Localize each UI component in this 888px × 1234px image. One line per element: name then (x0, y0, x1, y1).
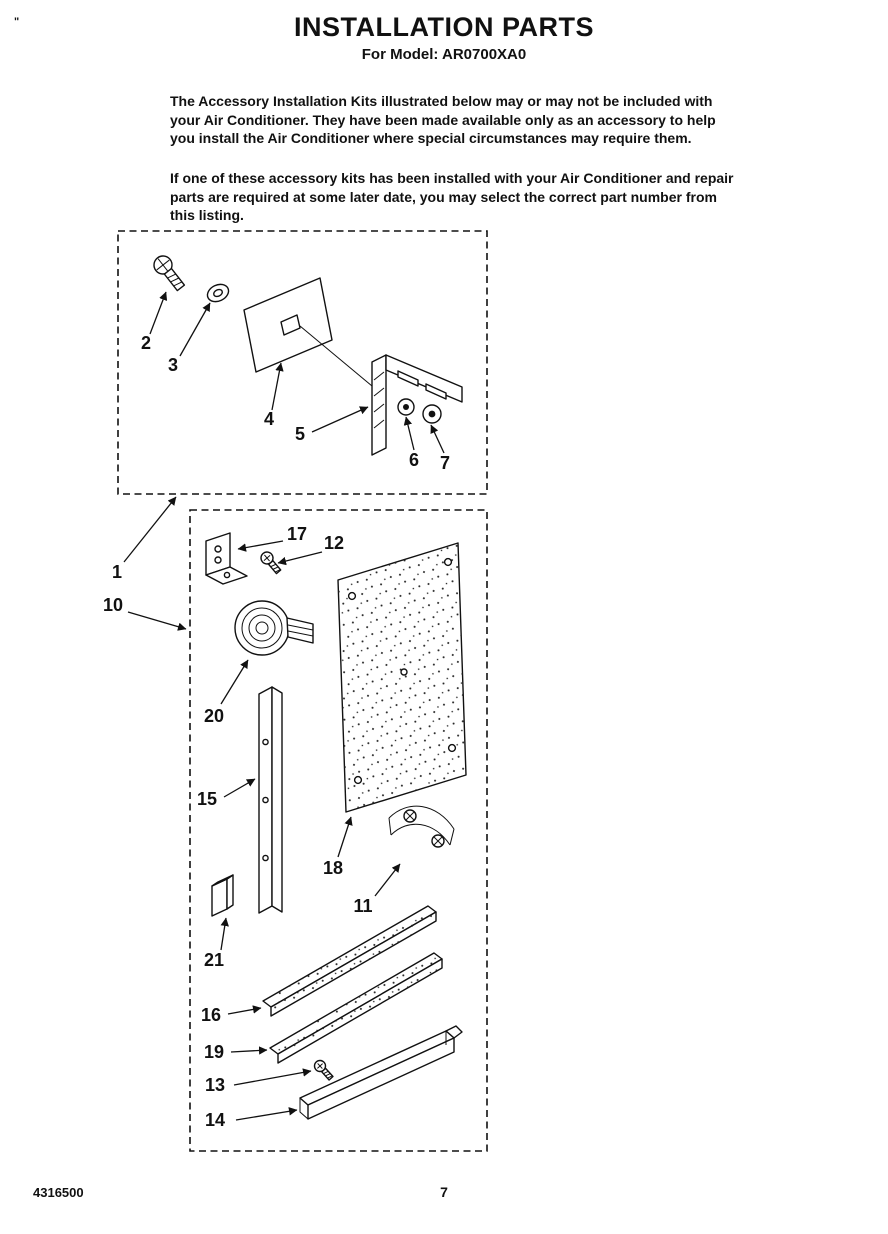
callout-14-label: 14 (204, 1110, 226, 1130)
part-3-washer-illustration (205, 281, 232, 305)
callout-18-leader (338, 817, 351, 857)
callout-10-label: 10 (102, 595, 124, 615)
callout-1-leader (124, 497, 176, 562)
callout-1-label: 1 (111, 562, 123, 582)
callout-13-leader (234, 1071, 311, 1085)
callout-16-label: 16 (200, 1005, 222, 1025)
part-4-plate-illustration (244, 278, 372, 386)
callout-3-leader (180, 303, 210, 356)
callout-17-label: 17 (286, 524, 308, 544)
callout-18-label: 18 (322, 858, 344, 878)
callout-20-label: 20 (203, 706, 225, 726)
callout-4-leader (272, 363, 281, 410)
callout-19-label: 19 (203, 1042, 225, 1062)
part-5-corner-bracket-illustration (372, 355, 462, 455)
part-15-side-channel-illustration (259, 687, 282, 913)
part-17-angle-bracket-illustration (206, 533, 247, 584)
callout-4-label: 4 (263, 409, 275, 429)
intro-paragraph-1: The Accessory Installation Kits illustrated below may or may not be included with your Air Conditioner. They have been made available only as an accessory to help you install the Air Conditioner where special circumstances may require them. (170, 93, 716, 146)
page-number: 7 (440, 1184, 448, 1200)
part-7-nut-illustration (423, 405, 441, 423)
page-title: INSTALLATION PARTS (294, 12, 594, 42)
callout-3-label: 3 (167, 355, 179, 375)
callout-7-leader (431, 425, 444, 453)
callout-5-leader (312, 407, 368, 432)
callout-13-label: 13 (204, 1075, 226, 1095)
callout-16-leader (228, 1008, 261, 1014)
callout-6-leader (406, 417, 414, 450)
callout-19-leader (231, 1050, 267, 1052)
callout-2-leader (150, 292, 166, 334)
callout-11-leader (375, 864, 400, 896)
callout-15-label: 15 (196, 789, 218, 809)
callout-20-leader (221, 660, 248, 704)
part-2-screw-illustration (150, 252, 188, 293)
callout-15-leader (224, 779, 255, 797)
part-18-perforated-panel-illustration (338, 543, 466, 812)
part-16-seal-strip-illustration (263, 906, 436, 1016)
scan-artifact-mark: " (14, 16, 20, 28)
callout-11-label: 11 (353, 896, 373, 916)
callout-5-label: 5 (294, 424, 306, 444)
callout-7-label: 7 (439, 453, 451, 473)
part-21-spacer-block-illustration (212, 875, 233, 916)
callout-6-label: 6 (408, 450, 420, 470)
callout-10-leader (128, 612, 186, 629)
callout-12-leader (278, 552, 322, 563)
part-6-nut-illustration (398, 399, 414, 415)
callout-21-leader (221, 918, 226, 950)
intro-paragraph-2: If one of these accessory kits has been installed with your Air Conditioner and repair parts are required at some later date, you may select the correct part number from this listing. (170, 170, 734, 223)
part-20-seal-tape-roll-illustration (235, 601, 313, 655)
callout-2-label: 2 (140, 333, 152, 353)
callout-17-leader (238, 541, 283, 549)
callout-21-label: 21 (203, 950, 225, 970)
model-subtitle: For Model: AR0700XA0 (361, 46, 527, 63)
part-11-clamp-strap-illustration (389, 806, 454, 847)
document-number: 4316500 (33, 1185, 84, 1200)
callout-12-label: 12 (323, 533, 345, 553)
callout-14-leader (236, 1110, 297, 1120)
part-13-screw-illustration (312, 1058, 335, 1082)
